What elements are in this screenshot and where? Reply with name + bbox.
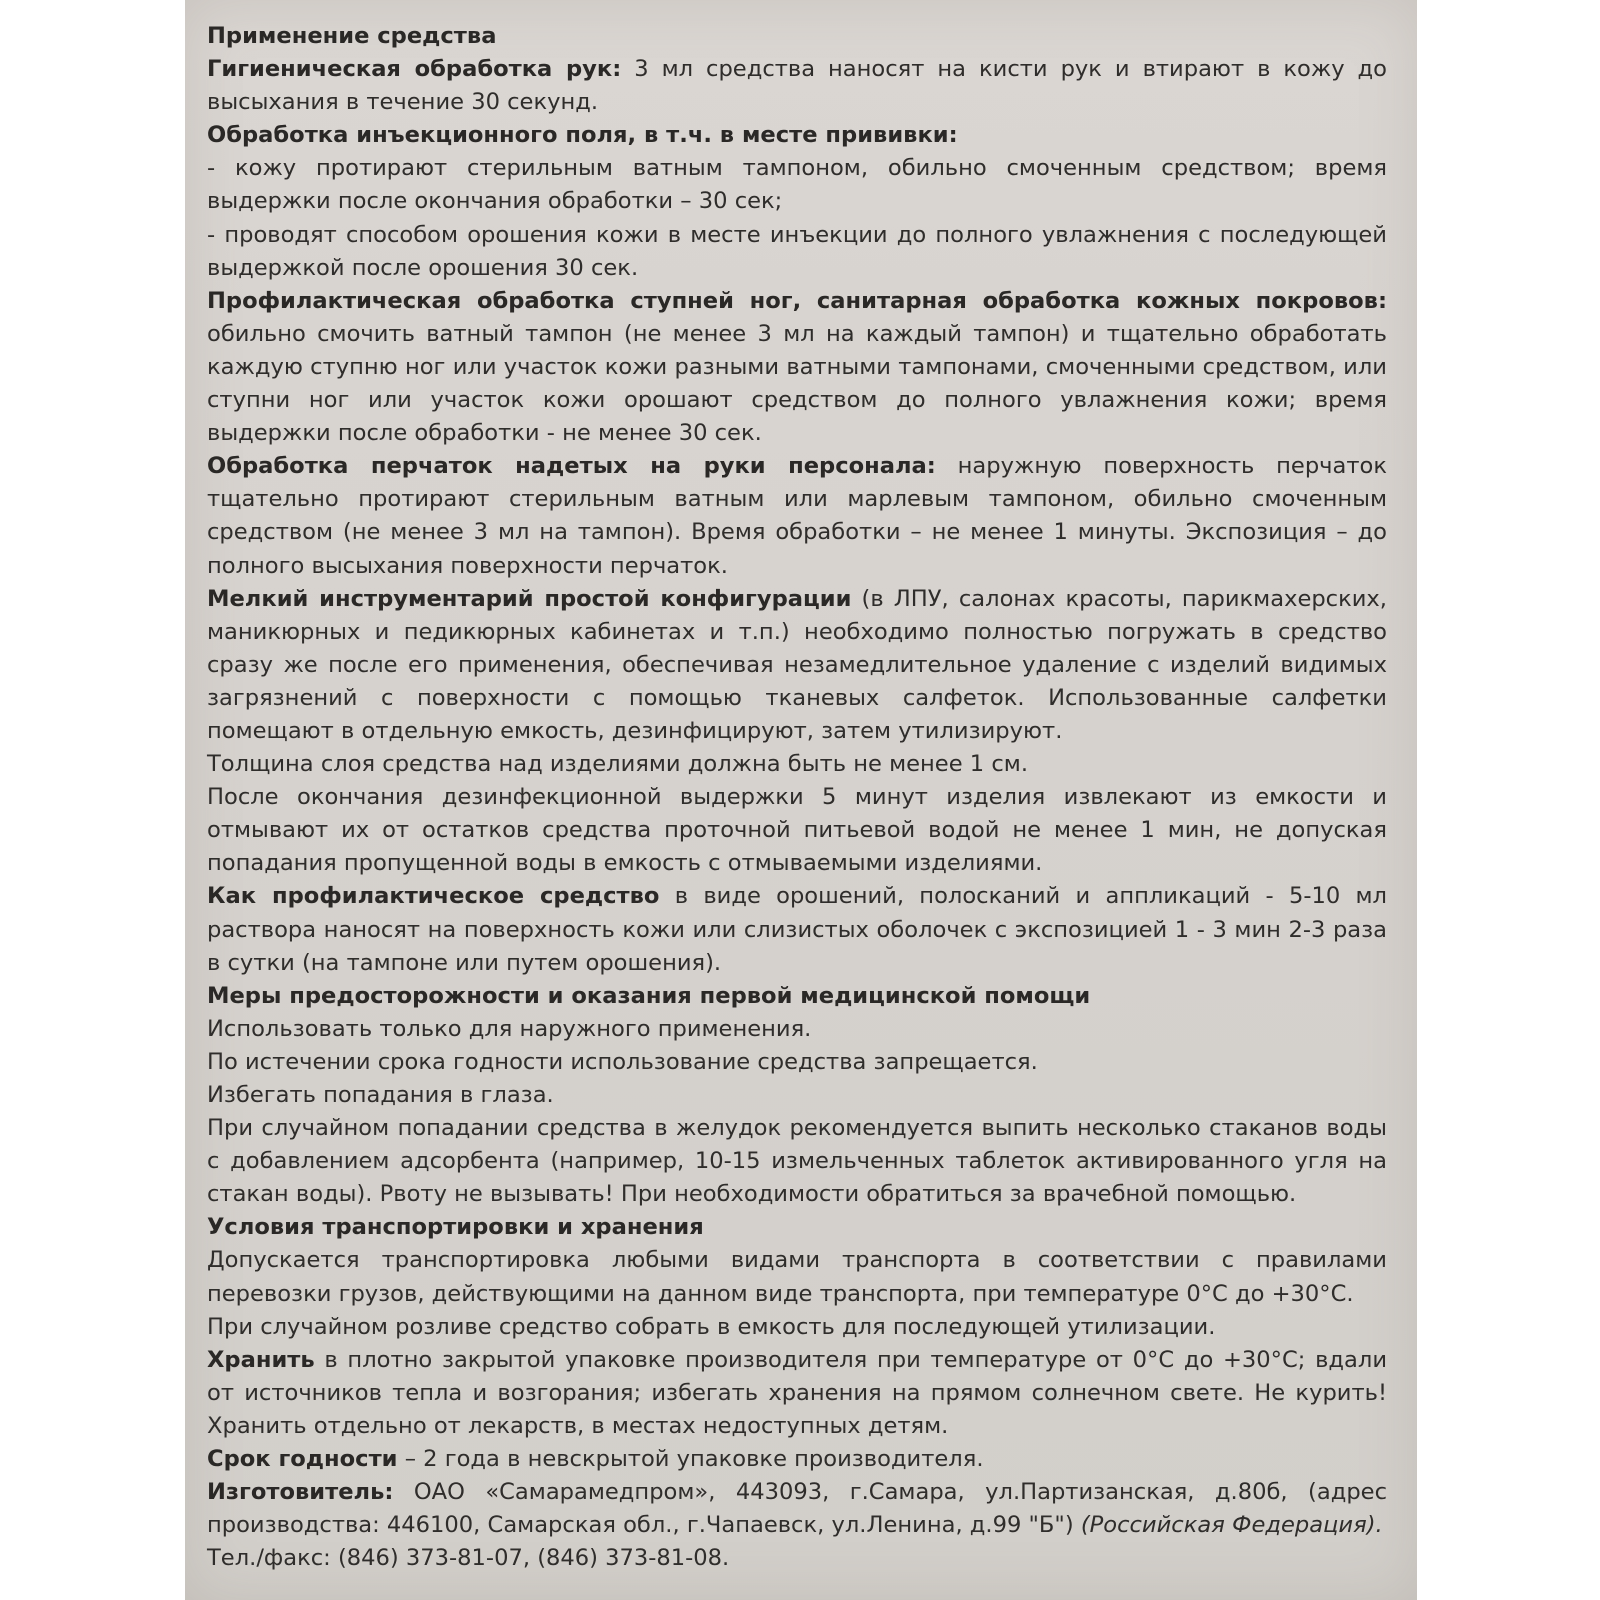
- keep-text: в плотно закрытой упаковке производителя при температуре от 0°С до +30°С; вдали от источников тепла и возгорания; избегать хранения на прямом солнечном свете. Не курить! Хранить отдельно от лекарств, в местах недоступных детям.: [207, 1346, 1387, 1439]
- shelf-life-text: – 2 года в невскрытой упаковке производителя.: [397, 1446, 984, 1473]
- shelf-life-paragraph: [207, 1443, 1387, 1476]
- precautions-line-1: Использовать только для наружного применения.: [207, 1015, 812, 1042]
- precautions-line-2: По истечении срока годности использование средства запрещается.: [207, 1048, 1038, 1075]
- injection-heading: Обработка инъекционного поля, в т.ч. в месте прививки:: [207, 122, 958, 149]
- injection-item-2: - проводят способом орошения кожи в месте инъекции до полного увлажнения с последующей выдержкой после орошения 30 сек.: [207, 221, 1387, 281]
- gloves-treatment-label: Обработка перчаток надетых на руки персонала:: [207, 453, 936, 480]
- gloves-treatment-paragraph: [207, 450, 1387, 582]
- storage-heading: Условия транспортировки и хранения: [207, 1214, 704, 1241]
- manufacturer-paragraph: [207, 1476, 1387, 1542]
- instruments-text: (в ЛПУ, салонах красоты, парикмахерских, маникюрных и педикюрных кабинетах и т.п.) необходимо полностью погружать в средство сразу же после его применения, обеспечивая незамедлительное удаление с изделий видимых загрязнений с поверхности с помощью тканевых салфеток. Использованные салфетки помещают в отдельную емкость, дезинфицируют, затем утилизируют.: [207, 585, 1387, 744]
- instruments-label: Мелкий инструментарий простой конфигурации: [207, 585, 852, 612]
- instruments-paragraph: [207, 583, 1387, 748]
- prophylactic-label: Как профилактическое средство: [207, 883, 660, 910]
- transport-paragraph: Допускается транспортировка любыми видами транспорта в соответствии с правилами перевозки грузов, действующими на данном виде транспорта, при температуре 0°С до +30°С.: [207, 1247, 1387, 1307]
- feet-treatment-text: обильно смочить ватный тампон (не менее 3 мл на каждый тампон) и тщательно обработать каждую ступню ног или участок кожи разными ватными тампонами, смоченными средством, или ступни ног или участок кожи орошают средством до полного увлажнения кожи; время выдержки после обработки - не менее 30 сек.: [207, 320, 1387, 447]
- spill-paragraph: При случайном розливе средство собрать в емкость для последующей утилизации.: [207, 1313, 1216, 1340]
- precautions-line-4: При случайном попадании средства в желудок рекомендуется выпить несколько стаканов воды с добавлением адсорбента (например, 10-15 измельченных таблеток активированного угля на стакан воды). Рвоту не вызывать! При необходимости обратиться за врачебной помощью.: [207, 1115, 1387, 1208]
- layer-thickness-text: Толщина слоя средства над изделиями должна быть не менее 1 см.: [207, 751, 1028, 778]
- instruction-sheet: [185, 0, 1417, 1600]
- hand-treatment-paragraph: [207, 53, 1387, 119]
- precautions-heading: Меры предосторожности и оказания первой медицинской помощи: [207, 982, 1091, 1009]
- manufacturer-label: Изготовитель:: [207, 1479, 394, 1506]
- injection-item-1: - кожу протирают стерильным ватным тампоном, обильно смоченным средством; время выдержки после окончания обработки – 30 сек;: [207, 155, 1387, 215]
- shelf-life-label: Срок годности: [207, 1446, 398, 1473]
- prophylactic-paragraph: [207, 880, 1387, 979]
- keep-paragraph: [207, 1344, 1387, 1443]
- manufacturer-text: ОАО «Самарамедпром», 443093, г.Самара, ул.Партизанская, д.80б, (адрес производства: 446100, Самарская обл., г.Чапаевск, ул.Ленина, д.99 "Б"): [207, 1479, 1387, 1539]
- precautions-line-3: Избегать попадания в глаза.: [207, 1082, 554, 1108]
- feet-treatment-paragraph: [207, 285, 1387, 450]
- feet-treatment-label: Профилактическая обработка ступней ног, санитарная обработка кожных покровов:: [207, 287, 1387, 314]
- rinse-paragraph: После окончания дезинфекционной выдержки 5 минут изделия извлекают из емкости и отмывают их от остатков средства проточной питьевой водой не менее 1 мин, не допуская попадания пропущенной воды в емкость с отмываемыми изделиями.: [207, 784, 1387, 877]
- prophylactic-text: в виде орошений, полосканий и аппликаций - 5-10 мл раствора наносят на поверхность кожи или слизистых оболочек с экспозицией 1 - 3 мин 2-3 раза в сутки (на тампоне или путем орошения).: [207, 883, 1387, 976]
- usage-heading: Применение средства: [207, 23, 497, 49]
- instruction-text: [207, 20, 1387, 1575]
- manufacturer-country: (Российская Федерация).: [1080, 1512, 1383, 1539]
- hand-treatment-text: 3 мл средства наносят на кисти рук и втирают в кожу до высыхания в течение 30 секунд.: [207, 56, 1387, 116]
- keep-label: Хранить: [207, 1346, 315, 1373]
- manufacturer-phone: Тел./факс: (846) 373-81-07, (846) 373-81-08.: [207, 1545, 730, 1572]
- gloves-treatment-text: наружную поверхность перчаток тщательно протирают стерильным ватным или марлевым тампоном, обильно смоченным средством (не менее 3 мл на тампон). Время обработки – не менее 1 минуты. Экспозиция – до полного высыхания поверхности перчаток.: [207, 453, 1387, 579]
- hand-treatment-label: Гигиеническая обработка рук:: [207, 56, 622, 83]
